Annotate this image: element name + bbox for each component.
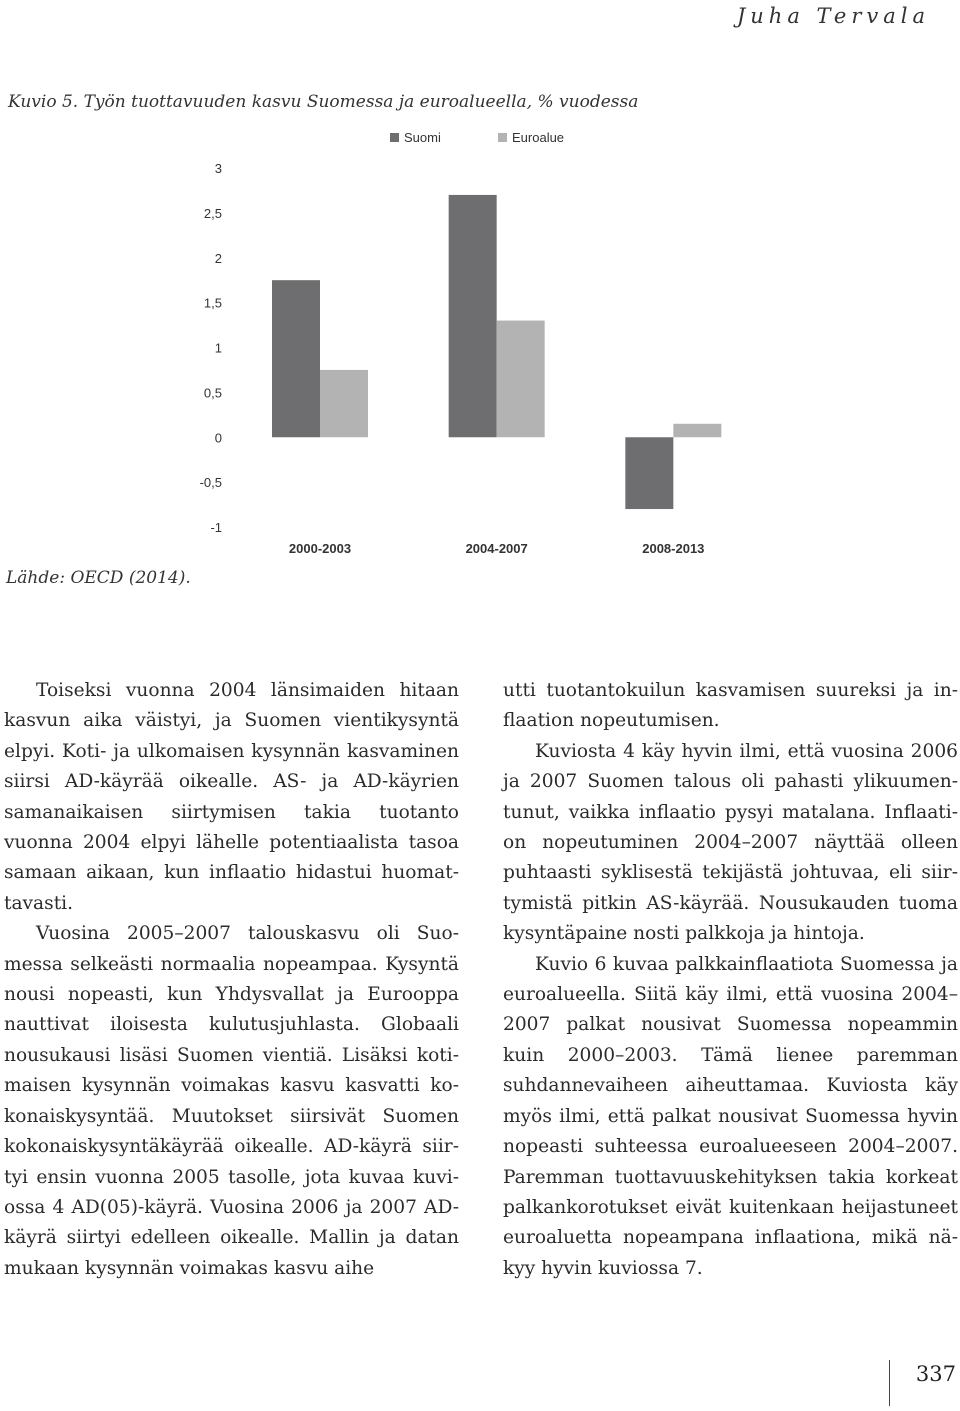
- figure-source: Lähde: OECD (2014).: [6, 568, 191, 588]
- legend-swatch-suomi: [390, 133, 399, 142]
- running-header-author: Juha Tervala: [736, 4, 930, 28]
- page-number-rule: [889, 1360, 890, 1406]
- bar-chart: [0, 120, 780, 565]
- y-tick-label: -1: [210, 520, 222, 535]
- x-tick-label: 2008-2013: [642, 541, 705, 556]
- text-column-right: [503, 676, 958, 1284]
- text-column-left: [4, 676, 459, 1284]
- paragraph-continued: utti tuotantokuilun kasvamisen suureksi ja inflaation nopeutumisen.: [503, 680, 958, 732]
- bar-euroalue-2000-2003: [320, 370, 368, 437]
- y-tick-label: 2: [214, 250, 222, 266]
- x-tick-label: 2004-2007: [465, 541, 528, 556]
- y-tick-label: 2,5: [203, 205, 222, 221]
- paragraph: Kuvio 6 kuvaa palkkainflaatiota Suomessa ja euroalueella. Siitä käy ilmi, että vuosina 2004–2007 palkat nousivat Suomessa nopeammin kuin 2000–2003. Tämä lienee paremman suhdannevaiheen aiheuttamaa. Kuviosta käy myös ilmi, että palkat nousivat Suomessa hyvin nopeasti suhteessa euroalueeseen 2004–2007. Paremman tuottavuuskehityksen takia korkeat palkankorotukset eivät kuitenkaan heijastuneet euroaluetta nopeampana inflaationa, mikä näkyy hyvin kuviossa 7.: [503, 953, 958, 1279]
- legend-label-suomi: Suomi: [404, 130, 441, 145]
- figure-caption: Kuvio 5. Työn tuottavuuden kasvu Suomessa ja euroalueella, % vuodessa: [8, 92, 639, 112]
- legend-swatch-euroalue: [498, 133, 507, 142]
- paragraph: Kuviosta 4 käy hyvin ilmi, että vuosina 2006 ja 2007 Suomen talous oli pahasti ylikuumentunut, vaikka inflaatio pysyi matalana. Inflaation nopeutuminen 2004–2007 näyttää olleen puhtaasti syklisestä tekijästä johtuvaa, eli siirtymistä pitkin AS-käyrää. Nousukauden tuoma kysyntäpaine nosti palkkoja ja hintoja.: [503, 740, 958, 945]
- paragraph: Vuosina 2005–2007 talouskasvu oli Suomessa selkeästi normaalia nopeampaa. Kysyntä nousi nopeasti, kun Yhdysvallat ja Eurooppa nauttivat iloisesta kulutusjuhlasta. Globaali nousukausi lisäsi Suomen vientiä. Lisäksi kotimaisen kysynnän voimakas kasvu kasvatti kokonaiskysyntää. Muutokset siirsivät Suomen kokonaiskysyntäkäyrää oikealle. AD-käyrä siirtyi ensin vuonna 2005 tasolle, jota kuvaa kuviossa 4 AD(05)-käyrä. Vuosina 2006 ja 2007 AD-käyrä siirtyi edelleen oikealle. Mallin ja datan mukaan kysynnän voimakas kasvu aihe: [4, 923, 459, 1279]
- y-tick-label: -0,5: [199, 475, 222, 491]
- legend-label-euroalue: Euroalue: [512, 130, 565, 145]
- bar-euroalue-2004-2007: [497, 321, 545, 438]
- y-tick-label: 0: [214, 430, 222, 446]
- x-tick-label: 2000-2003: [288, 541, 352, 556]
- bar-euroalue-2008-2013: [673, 424, 721, 437]
- y-tick-label: 1,5: [203, 295, 222, 311]
- y-tick-label: 1: [214, 340, 222, 356]
- y-tick-label: 0,5: [203, 385, 222, 401]
- page-number: 337: [915, 1362, 956, 1386]
- bar-suomi-2004-2007: [449, 195, 497, 437]
- bar-suomi-2008-2013: [625, 437, 673, 509]
- bar-suomi-2000-2003: [272, 280, 320, 437]
- y-tick-label: 3: [214, 161, 222, 176]
- paragraph: Toiseksi vuonna 2004 länsimaiden hitaan kasvun aika väistyi, ja Suomen vientikysyntä elpyi. Koti- ja ulkomaisen kysynnän kasvaminen siirsi AD-käyrää oikealle. AS- ja AD-käyrien samanaikaisen siirtymisen takia tuotanto vuonna 2004 elpyi lähelle potentiaalista tasoa samaan aikaan, kun inflaatio hidastui huomattavasti.: [4, 680, 459, 914]
